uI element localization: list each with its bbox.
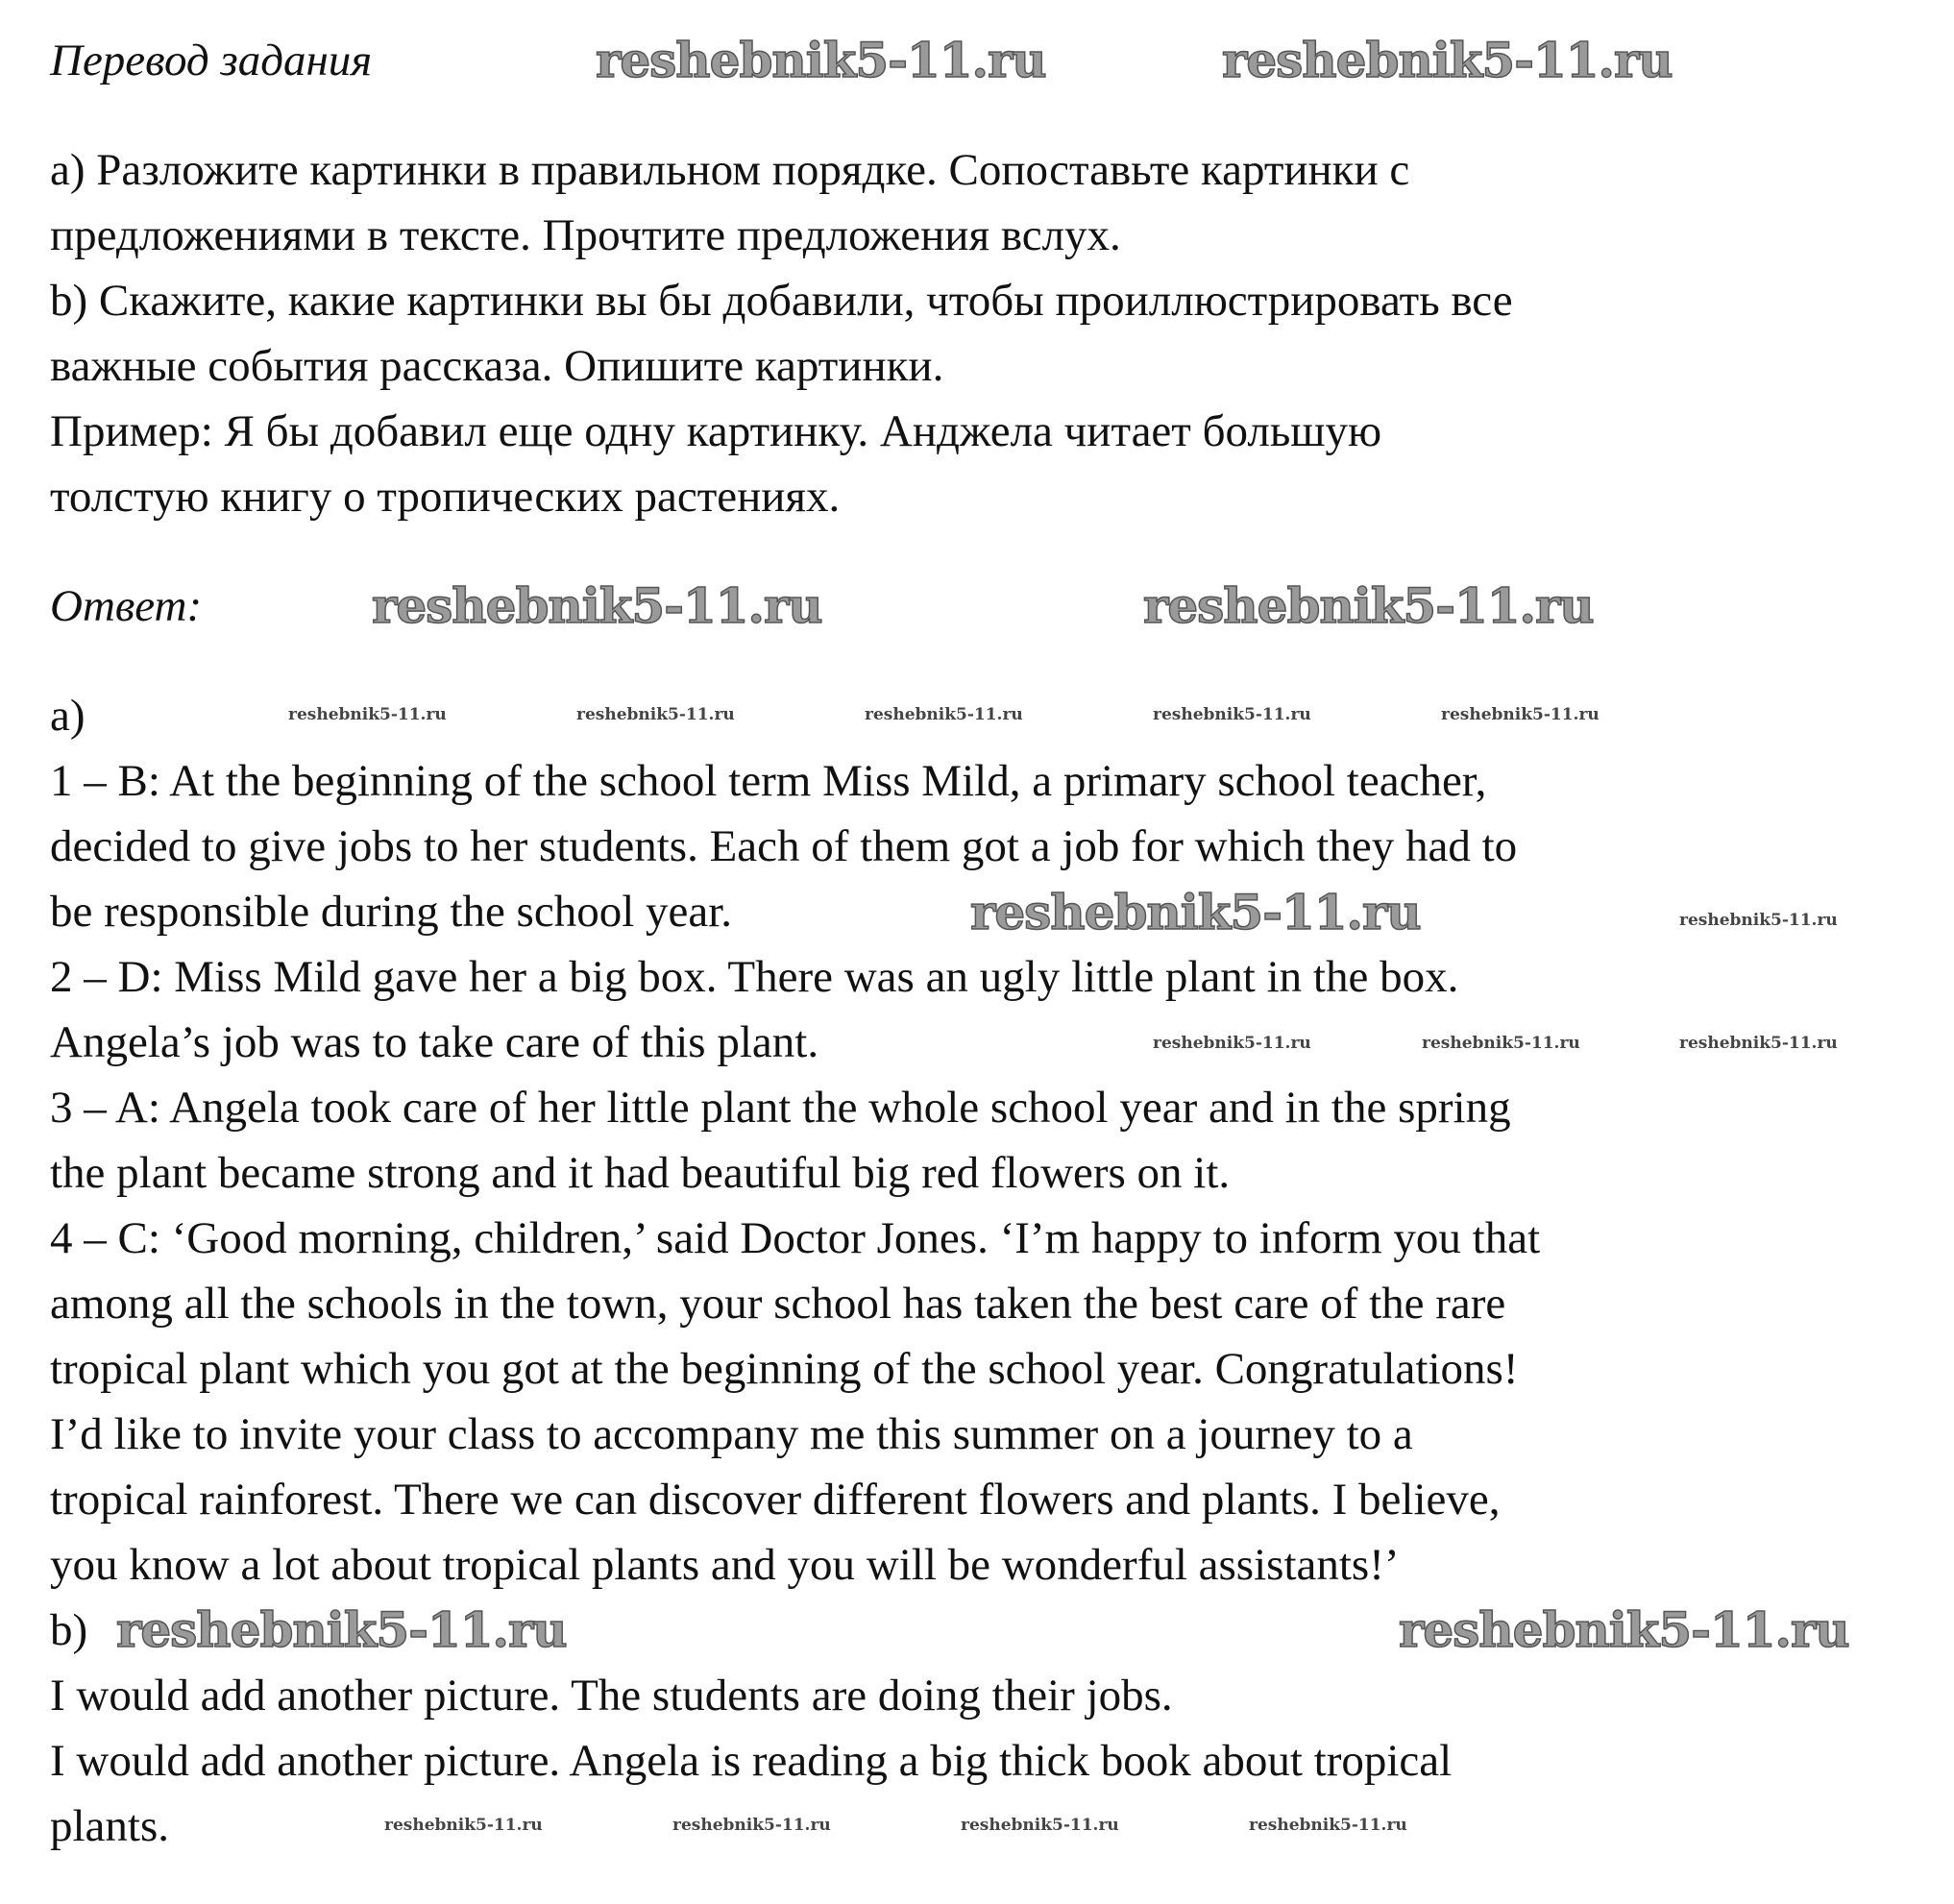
task-title: Перевод задания (50, 36, 373, 85)
answer-line: tropical plant which you got at the beginning of the school year. Congratulations! (50, 1344, 1519, 1394)
answer-line: 4 – C: ‘Good morning, children,’ said Doctor Jones. ‘I’m happy to inform you that (50, 1213, 1541, 1263)
watermark: reshebnik5-11.ru (1399, 1601, 1849, 1658)
task-line: предложениями в тексте. Прочтите предложения вслух. (50, 210, 1121, 260)
watermark-small: reshebnik5-11.ru (961, 1816, 1119, 1835)
task-text (50, 137, 1933, 529)
task-line: толстую книгу о тропических растениях. (50, 472, 841, 522)
watermark-small: reshebnik5-11.ru (576, 705, 735, 724)
task-line: Пример: Я бы добавил еще одну картинку. Анджела читает большую (50, 406, 1382, 456)
answer-line: I’d like to invite your class to accompany me this summer on a journey to a (50, 1409, 1413, 1459)
answer-line: among all the schools in the town, your school has taken the best care of the rare (50, 1279, 1506, 1329)
answer-a-label: a) (50, 691, 85, 741)
answer-title: Ответ: (50, 581, 203, 631)
answer-line: 3 – A: Angela took care of her little plant the whole school year and in the spring (50, 1083, 1511, 1133)
answer-line: I would add another picture. Angela is reading a big thick book about tropical (50, 1736, 1453, 1786)
watermark: reshebnik5-11.ru (372, 577, 822, 634)
watermark-small: reshebnik5-11.ru (1422, 1034, 1580, 1053)
answer-line: be responsible during the school year. (50, 887, 733, 937)
answer-line: 2 – D: Miss Mild gave her a big box. There was an ugly little plant in the box. (50, 952, 1459, 1002)
watermark: reshebnik5-11.ru (116, 1601, 567, 1658)
task-line: а) Разложите картинки в правильном порядке. Сопоставьте картинки с (50, 145, 1410, 195)
watermark-small: reshebnik5-11.ru (288, 705, 447, 724)
answer-line: tropical rainforest. There we can discover different flowers and plants. I believe, (50, 1475, 1501, 1525)
answer-line: Angela’s job was to take care of this plant. (50, 1017, 819, 1067)
answer-a-text (50, 748, 1933, 1598)
answer-line: decided to give jobs to her students. Each of them got a job for which they had to (50, 821, 1518, 871)
watermark: reshebnik5-11.ru (1143, 577, 1594, 634)
answer-line: the plant became strong and it had beautiful big red flowers on it. (50, 1148, 1231, 1198)
watermark-small: reshebnik5-11.ru (384, 1816, 543, 1835)
watermark-small: reshebnik5-11.ru (865, 705, 1023, 724)
watermark-small: reshebnik5-11.ru (1153, 1034, 1311, 1053)
answer-b-label: b) (50, 1605, 88, 1655)
task-line: b) Скажите, какие картинки вы бы добавили, чтобы проиллюстрировать все (50, 276, 1513, 326)
answer-line: plants. (50, 1801, 170, 1851)
answer-line: you know a lot about tropical plants and you will be wonderful assistants!’ (50, 1540, 1400, 1590)
answer-line: I would add another picture. The students are doing their jobs. (50, 1671, 1173, 1721)
watermark: reshebnik5-11.ru (1222, 32, 1673, 88)
watermark: reshebnik5-11.ru (596, 32, 1046, 88)
document (50, 28, 1933, 1859)
watermark: reshebnik5-11.ru (970, 884, 1421, 940)
answer-line: 1 – B: At the beginning of the school term Miss Mild, a primary school teacher, (50, 756, 1487, 806)
watermark-small: reshebnik5-11.ru (1679, 1034, 1838, 1053)
watermark-small: reshebnik5-11.ru (1679, 911, 1838, 930)
watermark-small: reshebnik5-11.ru (1441, 705, 1600, 724)
watermark-small: reshebnik5-11.ru (1249, 1816, 1407, 1835)
watermark-small: reshebnik5-11.ru (672, 1816, 831, 1835)
task-line: важные события рассказа. Опишите картинки. (50, 341, 944, 391)
watermark-small: reshebnik5-11.ru (1153, 705, 1311, 724)
